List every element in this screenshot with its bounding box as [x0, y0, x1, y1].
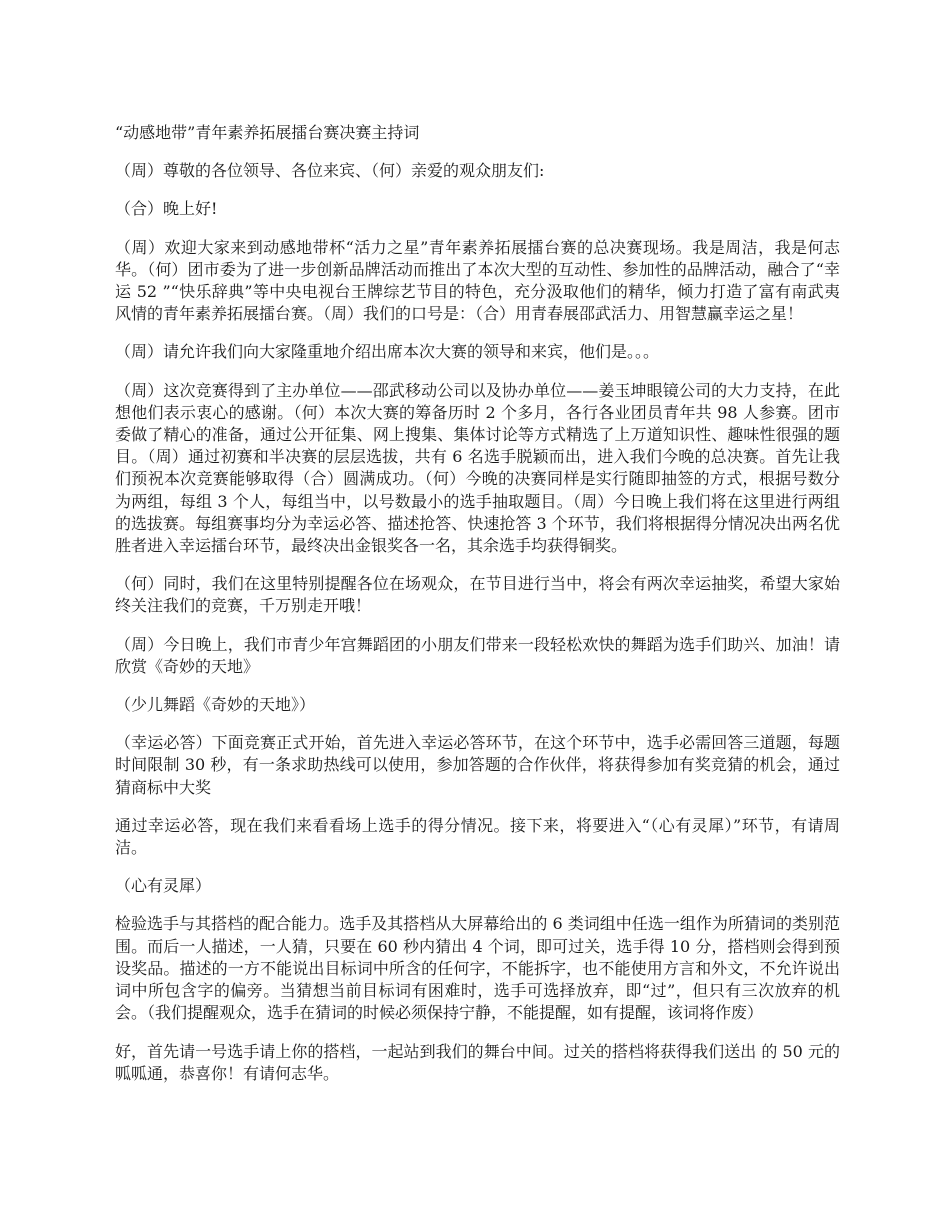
paragraph-greeting: （周）尊敬的各位领导、各位来宾、（何）亲爱的观众朋友们: [115, 161, 545, 181]
paragraph-dance-intro: （周）今日晚上，我们市青少年宫舞蹈团的小朋友们带来一段轻松欢快的舞蹈为选手们助兴、加油！请欣赏《奇妙的天地》 [115, 634, 840, 676]
paragraph-welcome: （周）欢迎大家来到动感地带杯“活力之星”青年素养拓展擂台赛的总决赛现场。我是周洁，我是何志华。（何）团市委为了进一步创新品牌活动而推出了本次大型的互动性、参加性的品牌活动，融合了“幸运 52 ”“快乐辞典”等中央电视台王牌综艺节目的特色，充分汲取他们的精华，倾力打造了富有南武夷风情的青年素养拓展擂台赛。（周）我们的口号是：（合）用青春展邵武活力、用智慧赢幸运之星！ [115, 237, 840, 324]
document-body [115, 122, 840, 1101]
paragraph-good-evening: （合）晚上好! [115, 199, 218, 219]
paragraph-guests-intro: （周）请允许我们向大家隆重地介绍出席本次大赛的领导和来宾，他们是。。。 [115, 342, 660, 362]
paragraph-lucky-draw-notice: （何）同时，我们在这里特别提醒各位在场观众，在节目进行当中，将会有两次幸运抽奖，希望大家始终关注我们的竞赛，千万别走开哦！ [115, 574, 840, 616]
document-title: “动感地带”青年素养拓展擂台赛决赛主持词 [115, 123, 420, 142]
paragraph-dance-title: （少儿舞蹈《奇妙的天地》） [115, 695, 316, 715]
paragraph-competition-overview: （周）这次竞赛得到了主办单位——邵武移动公司以及协办单位——姜玉坤眼镜公司的大力支持，在此想他们表示衷心的感谢。（何）本次大赛的筹备历时 2 个多月，各行各业团员青年共 98 人参赛。团市委做了精心的准备，通过公开征集、网上搜集、集体讨论等方式精选了上万道知识性、趣味性很强的题目。（周）通过初赛和半决赛的层层选拔，共有 6 名选手脱颖而出，进入我们今晚的总决赛。首先让我们预祝本次竞赛能够取得（合）圆满成功。（何）今晚的决赛同样是实行随即抽签的方式，根据号数分为两组，每组 3 个人，每组当中，以号数最小的选手抽取题目。（周）今日晚上我们将在这里进行两组的选拔赛。每组赛事均分为幸运必答、描述抢答、快速抢答 3 个环节，我们将根据得分情况决出两名优胜者进入幸运擂台环节，最终决出金银奖各一名，其余选手均获得铜奖。 [115, 380, 840, 556]
paragraph-score-check: 通过幸运必答，现在我们来看看场上选手的得分情况。接下来，将要进入“（心有灵犀）”环节，有请周洁。 [115, 815, 840, 858]
paragraph-lucky-required: （幸运必答）下面竞赛正式开始，首先进入幸运必答环节，在这个环节中，选手必需回答三道题，每题时间限制 30 秒，有一条求助热线可以使用，参加答题的合作伙伴，将获得参加有奖竞猜的机会，通过猜商标中大奖 [115, 733, 840, 797]
paragraph-section-heading: （心有灵犀） [115, 876, 212, 896]
paragraph-first-contestant: 好，首先请一号选手请上你的搭档，一起站到我们的舞台中间。过关的搭档将获得我们送出 的 50 元的呱呱通，恭喜你！有请何志华。 [115, 1041, 840, 1083]
paragraph-rules: 检验选手与其搭档的配合能力。选手及其搭档从大屏幕给出的 6 类词组中任选一组作为所猜词的类别范围。而后一人描述，一人猜，只要在 60 秒内猜出 4 个词，即可过关，选手得 10 分，搭档则会得到预设奖品。描述的一方不能说出目标词中所含的任何字，不能拆字，也不能使用方言和外文，不允许说出词中所包含字的偏旁。当猜想当前目标词有困难时，选手可选择放弃，即“过”，但只有三次放弃的机会。（我们提醒观众，选手在猜词的时候必须保持宁静，不能提醒，如有提醒，该词将作废） [115, 914, 840, 1023]
